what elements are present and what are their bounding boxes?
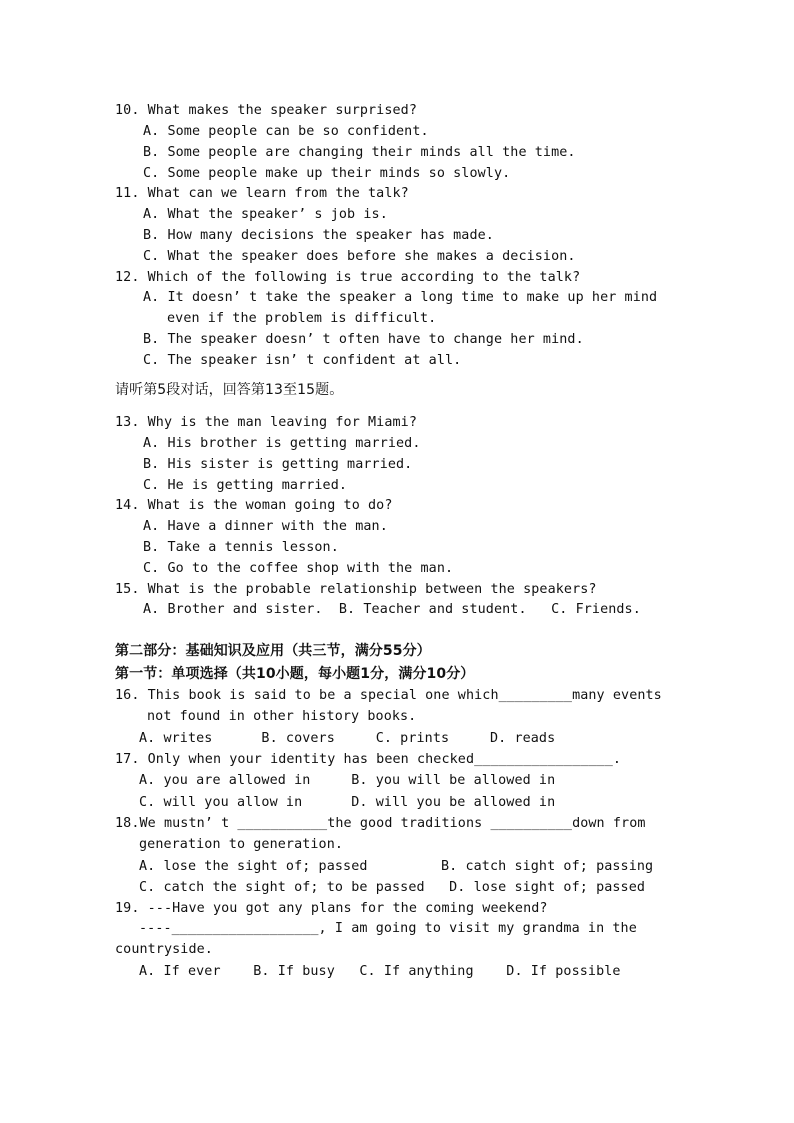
question-12-option-b: B. The speaker doesn’ t often have to change her mind.: [143, 332, 584, 347]
question-11-option-a: A. What the speaker’ s job is.: [143, 207, 388, 222]
question-13-option-b: B. His sister is getting married.: [143, 457, 413, 472]
question-13-option-a: A. His brother is getting married.: [143, 436, 421, 451]
question-12-option-a-line2: even if the problem is difficult.: [167, 311, 437, 326]
question-11-option-b: B. How many decisions the speaker has made.: [143, 228, 494, 243]
question-18-options-row2: C. catch the sight of; to be passed D. lose sight of; passed: [139, 880, 646, 895]
question-14-option-a: A. Have a dinner with the man.: [143, 519, 388, 534]
question-17-stem: 17. Only when your identity has been checked_________________.: [115, 752, 622, 767]
question-19-stem: 19. ---Have you got any plans for the coming weekend?: [115, 901, 548, 916]
question-14-stem: 14. What is the woman going to do?: [115, 498, 393, 513]
question-12-option-c: C. The speaker isn’ t confident at all.: [143, 353, 462, 368]
question-15-options: A. Brother and sister. B. Teacher and student. C. Friends.: [143, 602, 641, 617]
question-13-option-c: C. He is getting married.: [143, 478, 348, 493]
dialog-5-instruction: 请听第5段对话，回答第13至15题。: [115, 382, 344, 398]
question-19-reply-line2: countryside.: [115, 942, 213, 957]
question-15-stem: 15. What is the probable relationship between the speakers?: [115, 582, 597, 597]
question-12-stem: 12. Which of the following is true according to the talk?: [115, 270, 581, 285]
question-10-stem: 10. What makes the speaker surprised?: [115, 103, 417, 118]
question-16-options: A. writes B. covers C. prints D. reads: [139, 731, 556, 746]
question-17-options-row2: C. will you allow in D. will you be allowed in: [139, 795, 556, 810]
question-16-stem-line1: 16. This book is said to be a special one which_________many events: [115, 688, 662, 703]
question-13-stem: 13. Why is the man leaving for Miami?: [115, 415, 417, 430]
question-14-option-c: C. Go to the coffee shop with the man.: [143, 561, 454, 576]
question-19-reply-line1: ----__________________, I am going to visit my grandma in the: [139, 921, 637, 936]
question-14-option-b: B. Take a tennis lesson.: [143, 540, 339, 555]
question-11-option-c: C. What the speaker does before she makes a decision.: [143, 249, 576, 264]
section-1-title: 第一节：单项选择（共10小题，每小题1分，满分10分）: [115, 666, 475, 682]
question-10-option-b: B. Some people are changing their minds all the time.: [143, 145, 576, 160]
question-17-options-row1: A. you are allowed in B. you will be allowed in: [139, 773, 556, 788]
question-18-stem-line1: 18.We mustn’ t ___________the good traditions __________down from: [115, 816, 646, 831]
question-19-options: A. If ever B. If busy C. If anything D. If possible: [139, 964, 621, 979]
question-10-option-c: C. Some people make up their minds so slowly.: [143, 166, 511, 181]
question-12-option-a-line1: A. It doesn’ t take the speaker a long time to make up her mind: [143, 290, 658, 305]
question-18-stem-line2: generation to generation.: [139, 837, 344, 852]
part-2-title: 第二部分：基础知识及应用（共三节，满分55分）: [115, 643, 431, 659]
question-11-stem: 11. What can we learn from the talk?: [115, 186, 409, 201]
question-16-stem-line2: not found in other history books.: [147, 709, 417, 724]
question-10-option-a: A. Some people can be so confident.: [143, 124, 429, 139]
question-18-options-row1: A. lose the sight of; passed B. catch sight of; passing: [139, 859, 654, 874]
